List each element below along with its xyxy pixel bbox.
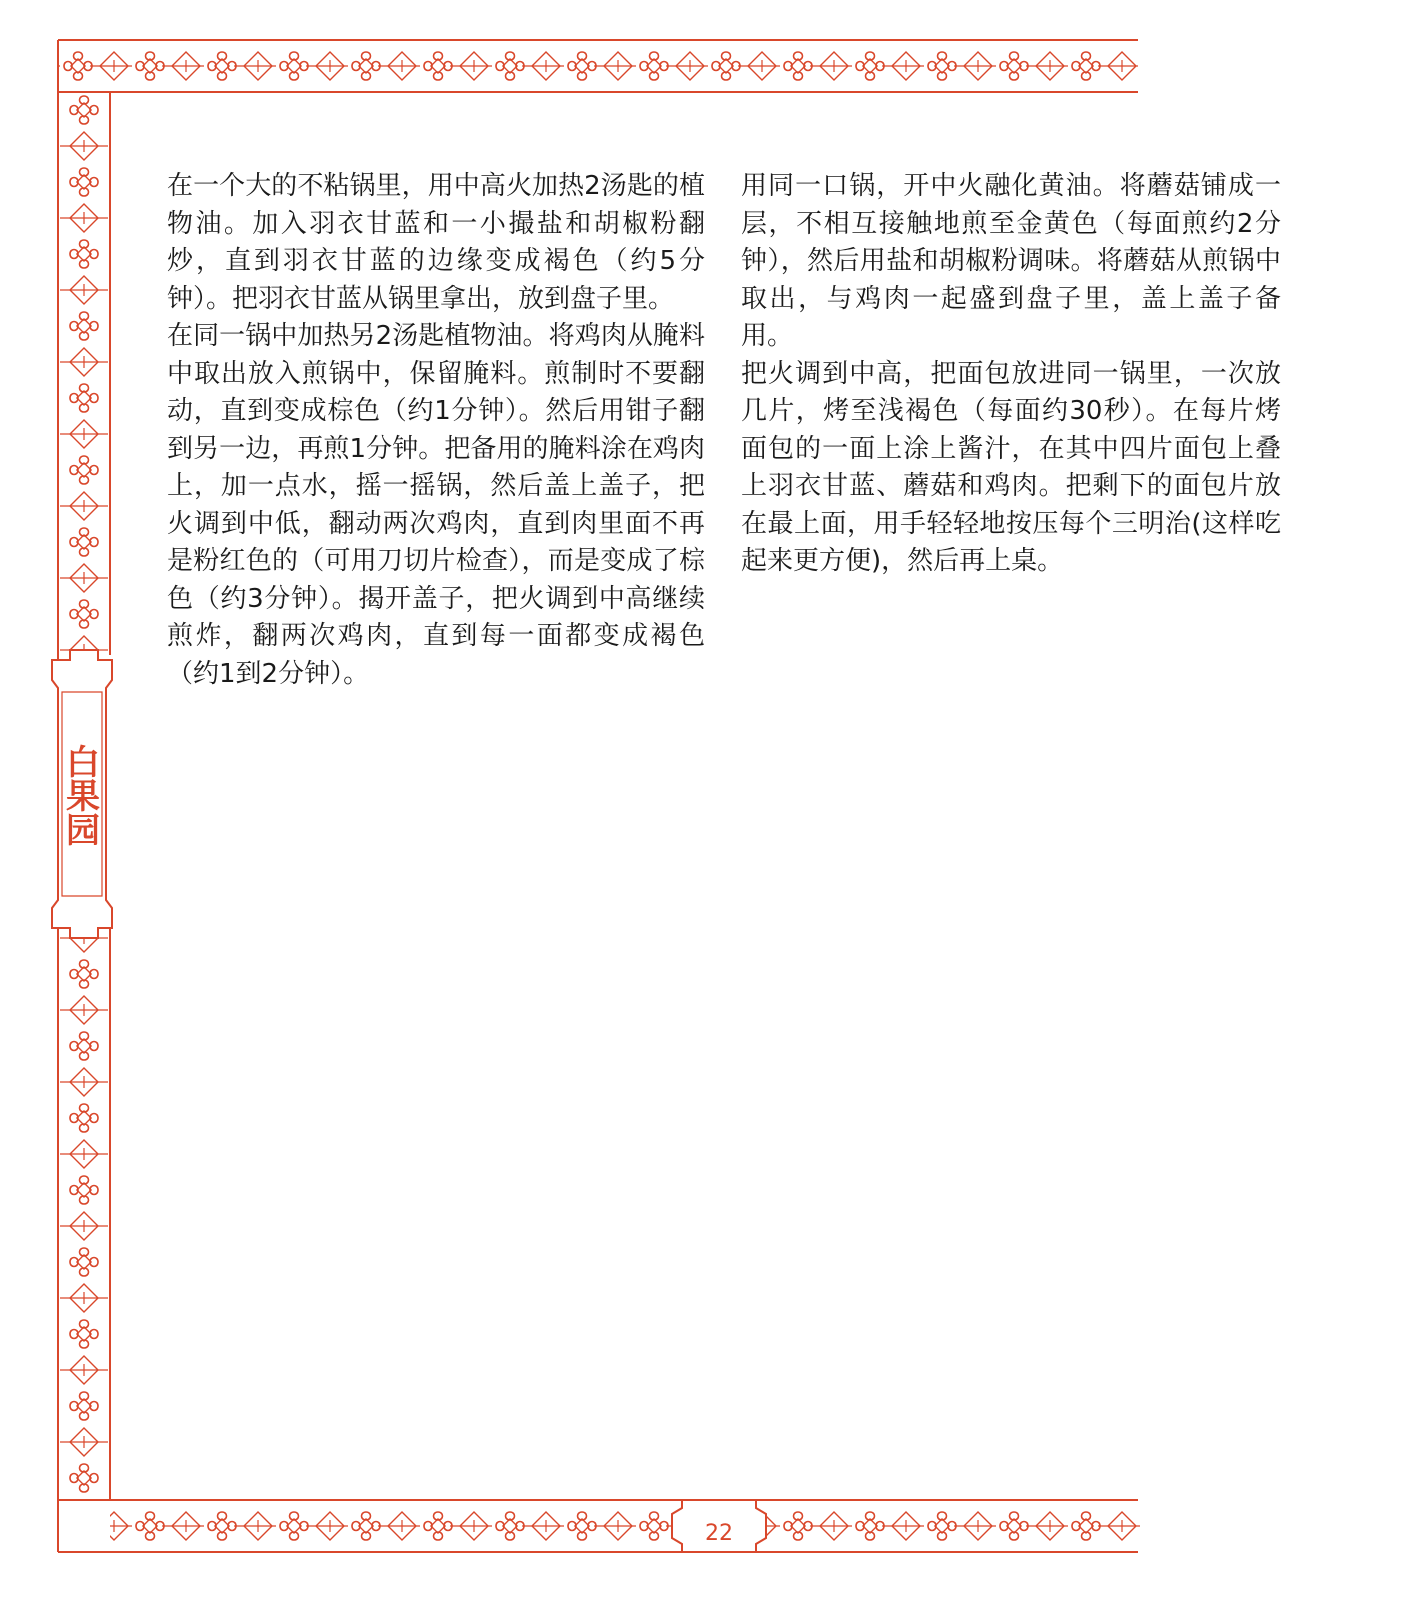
page-number: 22 [705,1521,733,1546]
paragraph: 在同一锅中加热另2汤匙植物油。将鸡肉从腌料中取出放入煎锅中，保留腌料。煎制时不要翻动，直到变成棕色（约1分钟）。然后用钳子翻到另一边，再煎1分钟。把备用的腌料涂在鸡肉上，加一点水，摇一摇锅，然后盖上盖子，把火调到中低，翻动两次鸡肉，直到肉里面不再是粉红色的（可用刀切片检查），而是变成了棕色（约3分钟）。揭开盖子，把火调到中高继续煎炸，翻两次鸡肉，直到每一面都变成褐色（约1到2分钟）。 [167,321,705,689]
right-text-column [741,168,1281,581]
sidebar-brand-label: 白果园 [59,744,100,846]
paragraph: 在一个大的不粘锅里，用中高火加热2汤匙的植物油。加入羽衣甘蓝和一小撮盐和胡椒粉翻炒，直到羽衣甘蓝的边缘变成褐色（约5分钟）。把羽衣甘蓝从锅里拿出，放到盘子里。 [167,171,705,314]
paragraph: 用同一口锅，开中火融化黄油。将蘑菇铺成一层，不相互接触地煎至金黄色（每面煎约2分钟），然后用盐和胡椒粉调味。将蘑菇从煎锅中取出，与鸡肉一起盛到盘子里，盖上盖子备用。 [741,171,1281,351]
left-text-column [167,168,705,693]
paragraph: 把火调到中高，把面包放进同一锅里，一次放几片，烤至浅褐色（每面约30秒）。在每片烤面包的一面上涂上酱汁，在其中四片面包上叠上羽衣甘蓝、蘑菇和鸡肉。把剩下的面包片放在最上面，用手轻轻地按压每个三明治(这样吃起来更方便)，然后再上桌。 [741,358,1281,576]
